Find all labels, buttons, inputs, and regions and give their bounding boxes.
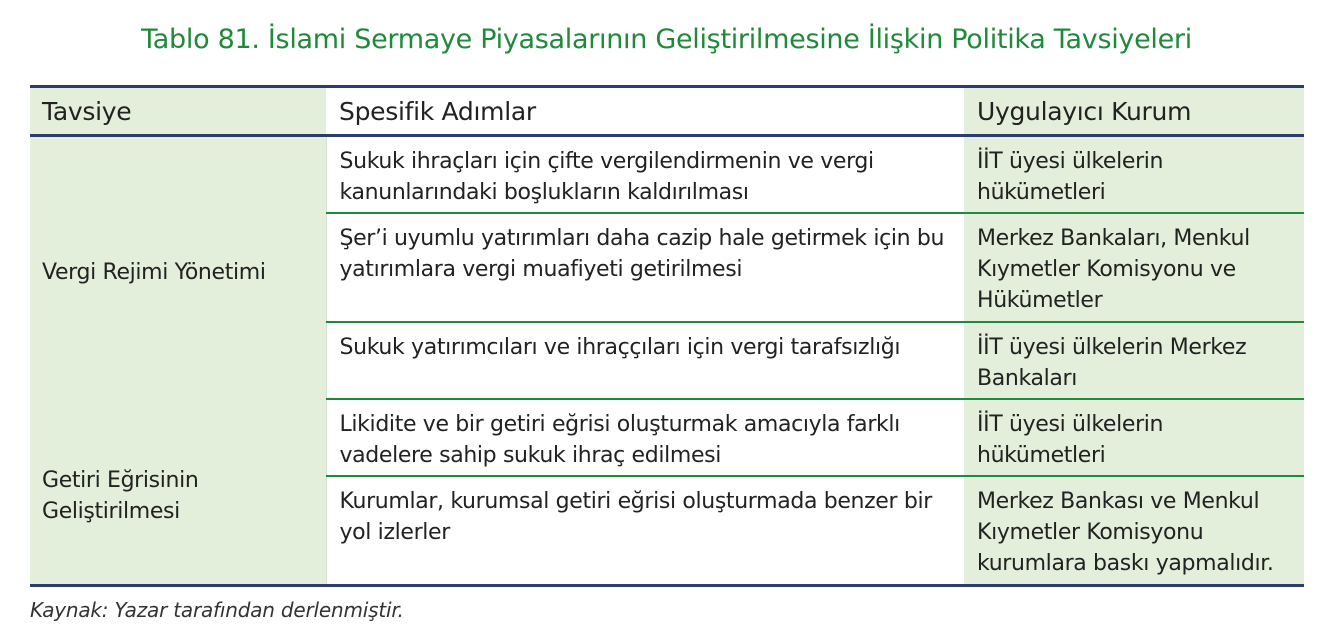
source-note: Kaynak: Yazar tarafından derlenmiştir.: [30, 598, 404, 622]
institution-cell: İİT üyesi ülkelerin hükümetleri: [964, 136, 1304, 214]
tavsiye-cell: Getiri Eğrisinin Geliştirilmesi: [30, 399, 326, 586]
step-cell: Şer’i uyumlu yatırımları daha cazip hale getirmek için bu yatırımlara vergi muafiyeti getirilmesi: [326, 213, 964, 322]
step-cell: Sukuk ihraçları için çifte vergilendirmenin ve vergi kanunlarındaki boşlukların kaldırılması: [326, 136, 964, 214]
column-header-steps: Spesifik Adımlar: [326, 87, 964, 136]
column-header-institution: Uygulayıcı Kurum: [964, 87, 1304, 136]
policy-table: [30, 85, 1304, 587]
institution-cell: Merkez Bankaları, Menkul Kıymetler Komisyonu ve Hükümetler: [964, 213, 1304, 322]
table-title: Tablo 81. İslami Sermaye Piyasalarının Geliştirilmesine İlişkin Politika Tavsiyeleri: [141, 24, 1192, 55]
header-row: [30, 87, 1304, 136]
step-cell: Sukuk yatırımcıları ve ihraççıları için vergi tarafsızlığı: [326, 322, 964, 399]
column-header-tavsiye: Tavsiye: [30, 87, 326, 136]
step-cell: Kurumlar, kurumsal getiri eğrisi oluşturmada benzer bir yol izlerler: [326, 476, 964, 586]
table-row: [30, 399, 1304, 476]
institution-cell: Merkez Bankası ve Menkul Kıymetler Komisyonu kurumlara baskı yapmalıdır.: [964, 476, 1304, 586]
tavsiye-cell: Vergi Rejimi Yönetimi: [30, 136, 326, 400]
institution-cell: İİT üyesi ülkelerin hükümetleri: [964, 399, 1304, 476]
step-cell: Likidite ve bir getiri eğrisi oluşturmak amacıyla farklı vadelere sahip sukuk ihraç edilmesi: [326, 399, 964, 476]
table-row: [30, 136, 1304, 214]
institution-cell: İİT üyesi ülkelerin Merkez Bankaları: [964, 322, 1304, 399]
